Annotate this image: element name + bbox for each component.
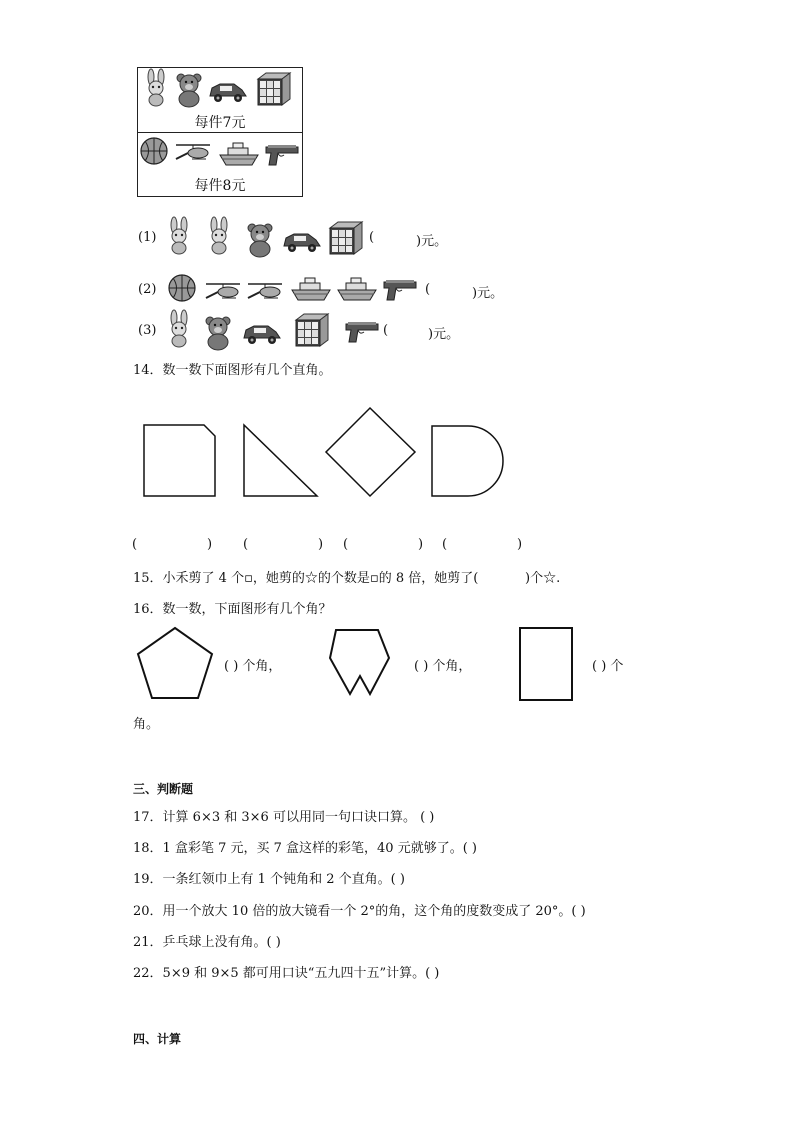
toy-car-icon [208,74,250,104]
cut-corner-square [144,425,215,496]
teddy-bear-icon [245,222,277,258]
q13-part2-unit: )元。 [472,286,504,301]
q13-part3-unit: )元。 [428,327,460,342]
q16-answer-1: ( ) 个角， [224,659,282,674]
q15-text: 15．小禾剪了 4 个▫，她剪的☆的个数是▫的 8 倍，她剪了( [133,571,479,586]
q14-answer-3-close: ) [418,537,424,552]
pentagon-shape [134,624,216,702]
rubiks-cube-icon [256,71,294,107]
helicopter-icon [246,278,286,302]
concave-shape [326,626,394,698]
toy-gun-icon [264,141,302,167]
price-label-8: 每件8元 [194,178,246,194]
q13-part1-open: ( [369,230,375,245]
price-row-7 [138,68,302,133]
d-shape [432,426,503,496]
toy-car-icon [242,316,284,346]
rubiks-cube-icon [294,312,332,348]
teddy-bear-icon [174,72,206,108]
q14-answer-4-close: ) [517,537,523,552]
toy-boat-icon [290,274,332,302]
q15-tail: )个☆. [525,571,561,586]
q13-part2-open: ( [425,282,431,297]
q13-part1-unit: )元。 [416,234,448,249]
judgment-22: 22．5×9 和 9×5 都可用口诀“五九四十五”计算。( ) [133,966,440,981]
rabbit-toy-icon [142,72,172,108]
q13-part3-open: ( [383,323,389,338]
section-4-title: 四、计算 [133,1032,182,1046]
q14-answer-2-close: ) [318,537,324,552]
q14-answer-4-open: ( [442,537,448,552]
helicopter-icon [174,139,214,163]
judgment-19: 19．一条红领巾上有 1 个钝角和 2 个直角。( ) [133,872,405,887]
judgment-20: 20．用一个放大 10 倍的放大镜看一个 2°的角，这个角的度数变成了 20°。( ) [133,904,586,919]
q14-answer-3-open: ( [343,537,349,552]
diamond [326,408,415,496]
q16-answer-2: ( ) 个角， [414,659,472,674]
q14-answer-1-open: ( [132,537,138,552]
price-label-7: 每件7元 [194,115,246,131]
helicopter-icon [204,278,244,302]
toy-car-icon [282,224,324,254]
q14-answer-1-close: ) [207,537,213,552]
toy-boat-icon [336,274,378,302]
rubiks-cube-icon [328,220,366,256]
rabbit-toy-icon [205,220,235,256]
section-3-title: 三、判断题 [133,782,194,796]
q16-text: 16．数一数，下面图形有几个角？ [133,602,332,617]
q13-part1-number: (1) [138,230,157,245]
q16-answer-3: ( ) 个 [592,659,624,674]
rabbit-toy-icon [165,220,195,256]
rectangle-shape [518,626,576,702]
q14-shapes [130,400,520,510]
q14-answer-2-open: ( [243,537,249,552]
basketball-icon [168,274,198,304]
right-triangle [244,425,317,496]
price-row-8 [138,133,302,197]
q13-part3-number: (3) [138,323,157,338]
toy-boat-icon [218,139,260,167]
q14-text: 14．数一数下面图形有几个直角。 [133,363,332,378]
price-table [137,67,303,197]
judgment-17: 17．计算 6×3 和 3×6 可以用同一句口诀口算。 ( ) [133,810,435,825]
toy-gun-icon [382,276,420,302]
judgment-18: 18．1 盒彩笔 7 元，买 7 盒这样的彩笔，40 元就够了。( ) [133,841,477,856]
rabbit-toy-icon [165,313,195,349]
basketball-icon [140,137,170,167]
q16-wrap: 角。 [133,717,160,732]
judgment-21: 21．乒乓球上没有角。( ) [133,935,281,950]
q13-part2-number: (2) [138,282,157,297]
toy-gun-icon [344,318,382,344]
teddy-bear-icon [203,315,235,351]
